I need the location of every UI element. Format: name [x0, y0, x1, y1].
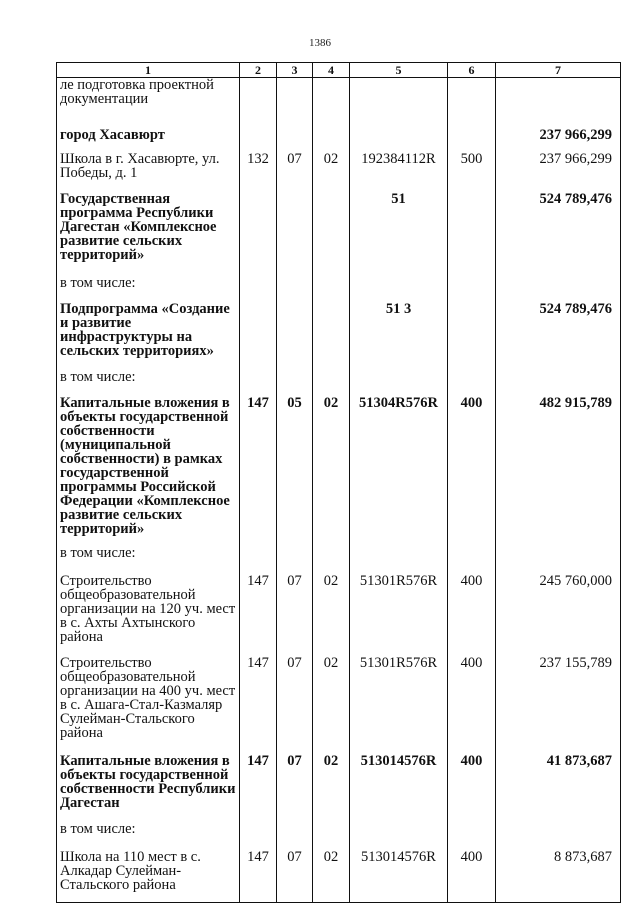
- subsection-part-cell: [313, 192, 350, 276]
- table-body: [57, 78, 621, 903]
- subsection-part-cell: 02: [313, 754, 350, 822]
- target-article-cell: [350, 546, 448, 574]
- column-header: 2: [240, 63, 277, 78]
- table-row: [57, 822, 621, 850]
- section-code-cell: 147: [240, 754, 277, 822]
- subsection-part-cell: [313, 822, 350, 850]
- table-row: [57, 396, 621, 546]
- table-row: [57, 276, 621, 302]
- amount-cell: 524 789,476: [496, 302, 621, 370]
- table-row: [57, 370, 621, 396]
- table-row: [57, 192, 621, 276]
- subsection-code-cell: 07: [277, 850, 313, 903]
- table-row: [57, 302, 621, 370]
- row-name-cell: город Хасавюрт: [57, 128, 240, 152]
- target-article-cell: [350, 370, 448, 396]
- target-article-cell: 513014576R: [350, 850, 448, 903]
- amount-cell: 8 873,687: [496, 850, 621, 903]
- expense-type-cell: [448, 78, 496, 129]
- table-row: [57, 152, 621, 192]
- table-row: [57, 754, 621, 822]
- expense-type-cell: 400: [448, 850, 496, 903]
- expense-type-cell: 400: [448, 574, 496, 656]
- expense-type-cell: 400: [448, 656, 496, 754]
- subsection-part-cell: [313, 370, 350, 396]
- target-article-cell: 51301R576R: [350, 574, 448, 656]
- amount-cell: 237 966,299: [496, 128, 621, 152]
- section-code-cell: [240, 822, 277, 850]
- subsection-code-cell: [277, 78, 313, 129]
- table-row: [57, 656, 621, 754]
- section-code-cell: 147: [240, 574, 277, 656]
- subsection-code-cell: [277, 302, 313, 370]
- expense-type-cell: [448, 302, 496, 370]
- amount-cell: [496, 822, 621, 850]
- column-header: 7: [496, 63, 621, 78]
- budget-table: [56, 62, 621, 903]
- expense-type-cell: [448, 822, 496, 850]
- target-article-cell: 192384112R: [350, 152, 448, 192]
- amount-cell: 245 760,000: [496, 574, 621, 656]
- subsection-part-cell: [313, 78, 350, 129]
- row-name-cell: Школа на 110 мест в с. Алкадар Сулейман-Стальского района: [57, 850, 240, 903]
- table-row: [57, 546, 621, 574]
- section-code-cell: 147: [240, 656, 277, 754]
- subsection-part-cell: 02: [313, 656, 350, 754]
- expense-type-cell: 400: [448, 396, 496, 546]
- row-name-cell: Государственная программа Республики Дагестан «Комплексное развитие сельских территорий»: [57, 192, 240, 276]
- subsection-code-cell: 07: [277, 656, 313, 754]
- subsection-code-cell: [277, 276, 313, 302]
- section-code-cell: [240, 546, 277, 574]
- subsection-code-cell: 07: [277, 152, 313, 192]
- column-header: 6: [448, 63, 496, 78]
- target-article-cell: 51301R576R: [350, 656, 448, 754]
- subsection-code-cell: [277, 546, 313, 574]
- target-article-cell: [350, 78, 448, 129]
- expense-type-cell: [448, 546, 496, 574]
- amount-cell: [496, 546, 621, 574]
- section-code-cell: 147: [240, 396, 277, 546]
- expense-type-cell: 500: [448, 152, 496, 192]
- section-code-cell: [240, 370, 277, 396]
- amount-cell: [496, 78, 621, 129]
- amount-cell: 237 966,299: [496, 152, 621, 192]
- expense-type-cell: [448, 370, 496, 396]
- amount-cell: 482 915,789: [496, 396, 621, 546]
- row-name-cell: Строительство общеобразовательной организации на 400 уч. мест в с. Ашага-Стал-Казмаляр Сулейман-Стальского района: [57, 656, 240, 754]
- subsection-code-cell: 05: [277, 396, 313, 546]
- column-header: 1: [57, 63, 240, 78]
- row-name-cell: Школа в г. Хасавюрте, ул. Победы, д. 1: [57, 152, 240, 192]
- subsection-code-cell: [277, 370, 313, 396]
- subsection-part-cell: 02: [313, 396, 350, 546]
- section-code-cell: [240, 128, 277, 152]
- target-article-cell: [350, 276, 448, 302]
- row-name-cell: Капитальные вложения в объекты государственной собственности Республики Дагестан: [57, 754, 240, 822]
- subsection-code-cell: 07: [277, 754, 313, 822]
- column-header-row: [57, 63, 621, 78]
- section-code-cell: [240, 78, 277, 129]
- subsection-code-cell: [277, 192, 313, 276]
- section-code-cell: [240, 276, 277, 302]
- table-row: [57, 574, 621, 656]
- target-article-cell: 51304R576R: [350, 396, 448, 546]
- expense-type-cell: 400: [448, 754, 496, 822]
- expense-type-cell: [448, 128, 496, 152]
- subsection-part-cell: [313, 302, 350, 370]
- subsection-part-cell: [313, 546, 350, 574]
- subsection-code-cell: 07: [277, 574, 313, 656]
- target-article-cell: [350, 822, 448, 850]
- subsection-code-cell: [277, 822, 313, 850]
- column-header: 4: [313, 63, 350, 78]
- amount-cell: 41 873,687: [496, 754, 621, 822]
- table-row: [57, 850, 621, 903]
- subsection-part-cell: 02: [313, 574, 350, 656]
- subsection-part-cell: 02: [313, 152, 350, 192]
- target-article-cell: 51 3: [350, 302, 448, 370]
- table-row: [57, 78, 621, 129]
- amount-cell: 524 789,476: [496, 192, 621, 276]
- row-name-cell: ле подготовка проектной документации: [57, 78, 240, 129]
- row-name-cell: в том числе:: [57, 546, 240, 574]
- row-name-cell: в том числе:: [57, 276, 240, 302]
- expense-type-cell: [448, 192, 496, 276]
- subsection-part-cell: [313, 128, 350, 152]
- column-header: 5: [350, 63, 448, 78]
- table-row: [57, 128, 621, 152]
- page-number: 1386: [309, 37, 331, 49]
- section-code-cell: 147: [240, 850, 277, 903]
- subsection-code-cell: [277, 128, 313, 152]
- row-name-cell: в том числе:: [57, 822, 240, 850]
- amount-cell: [496, 276, 621, 302]
- target-article-cell: 513014576R: [350, 754, 448, 822]
- amount-cell: 237 155,789: [496, 656, 621, 754]
- target-article-cell: 51: [350, 192, 448, 276]
- subsection-part-cell: 02: [313, 850, 350, 903]
- target-article-cell: [350, 128, 448, 152]
- section-code-cell: 132: [240, 152, 277, 192]
- row-name-cell: Строительство общеобразовательной организации на 120 уч. мест в с. Ахты Ахтынского района: [57, 574, 240, 656]
- row-name-cell: Капитальные вложения в объекты государственной собственности (муниципальной собственности) в рамках государственной программы Российской Федерации «Комплексное развитие сельских территорий»: [57, 396, 240, 546]
- column-header: 3: [277, 63, 313, 78]
- subsection-part-cell: [313, 276, 350, 302]
- row-name-cell: Подпрограмма «Создание и развитие инфраструктуры на сельских территориях»: [57, 302, 240, 370]
- section-code-cell: [240, 302, 277, 370]
- section-code-cell: [240, 192, 277, 276]
- expense-type-cell: [448, 276, 496, 302]
- row-name-cell: в том числе:: [57, 370, 240, 396]
- amount-cell: [496, 370, 621, 396]
- budget-table-container: [56, 62, 620, 903]
